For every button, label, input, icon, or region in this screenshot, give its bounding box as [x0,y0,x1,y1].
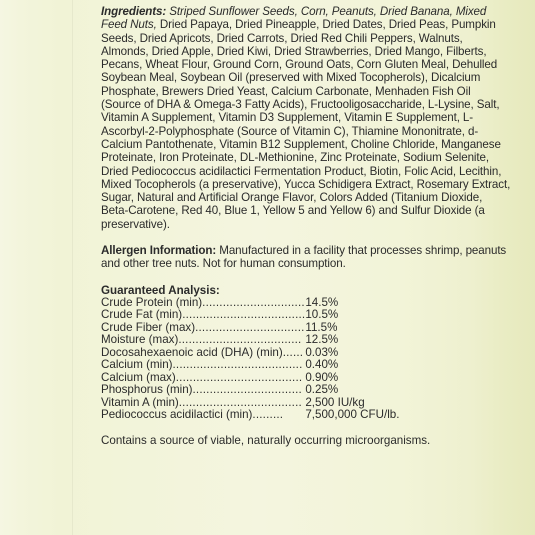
guaranteed-analysis-table [101,297,399,422]
analysis-nutrient: Phosphorus (min) [101,383,193,397]
analysis-leader-dots: ......... [252,408,284,422]
analysis-leader-dots: .................................... [178,395,302,409]
guaranteed-analysis-heading: Guaranteed Analysis: [101,283,220,297]
analysis-leader-dots: ................................ [192,383,302,397]
analysis-leader-dots: ..................................... [175,370,303,384]
analysis-row [101,409,399,422]
label-text-block [101,5,511,447]
analysis-nutrient: Calcium (min) [101,358,173,372]
analysis-nutrient: Vitamin A (min) [101,395,179,409]
analysis-leader-dots: .............................. [202,295,305,309]
analysis-nutrient: Calcium (max) [101,370,176,384]
ingredients-paragraph [101,5,511,231]
analysis-value: 0.03% [305,345,339,359]
ingredients-list-text: Dried Papaya, Dried Pineapple, Dried Dates, Dried Peas, Pumpkin Seeds, Dried Apricots, Dried Carrots, Dried Red Chili Peppers, Walnuts, Almonds, Dried Apple, Dried Kiwi, Dried Strawberries, Dried Mango, Filberts, Pecans, Wheat Flour, Ground Corn, Ground Oats, Corn Gluten Meal, Dehulled Soybean Meal, Soybean Oil (preserved with Mixed Tocopherols), Dicalcium Phosphate, Brewers Dried Yeast, Calcium Carbonate, Menhaden Fish Oil (Source of DHA & Omega-3 Fatty Acids), Fructooligosaccharide, L-Lysine, Salt, Vitamin A Supplement, Vitamin D3 Supplement, Vitamin E Supplement, L-Ascorbyl-2-Polyphosphate (Source of Vitamin C), Thiamine Mononitrate, d-Calcium Pantothenate, Vitamin B12 Supplement, Choline Chloride, Manganese Proteinate, Iron Proteinate, DL-Methionine, Zinc Proteinate, Sodium Selenite, Dried Pediococcus acidilactici Fermentation Product, Biotin, Folic Acid, Lecithin, Mixed Tocopherols (a preservative), Yucca Schidigera Extract, Rosemary Extract, Sugar, Natural and Artificial Orange Flavor, Colors Added (Titanium Dioxide, Beta-Carotene, Red 40, Blue 1, Yellow 5 and Yellow 6) and Sulfur Dioxide (a preservative). [101,18,511,231]
allergen-heading: Allergen Information: [101,244,217,258]
analysis-leader-dots: ...................................... [172,358,303,372]
analysis-leader-dots: ................................ [195,320,305,334]
analysis-value: 7,500,000 CFU/lb. [305,408,400,422]
label-edge-divider [72,0,73,535]
probiotic-statement: Contains a source of viable, naturally occurring microorganisms. [101,433,431,447]
ingredients-heading: Ingredients: [101,5,167,18]
analysis-value: 0.25% [305,383,339,397]
analysis-leader-dots: .................................... [178,333,302,347]
analysis-nutrient: Docosahexaenoic acid (DHA) (min) [101,345,283,359]
analysis-nutrient: Crude Fat (min) [101,308,183,322]
analysis-nutrient: Crude Fiber (max) [101,320,196,334]
analysis-leader-dots: ...... [282,345,304,359]
analysis-nutrient: Crude Protein (min) [101,295,203,309]
analysis-value: 0.90% [305,370,339,384]
analysis-value: 14.5% [305,295,339,309]
analysis-value: 0.40% [305,358,339,372]
ingredients-lead-text: Striped Sunflower Seeds, Corn, Peanuts, Dried Banana, Mixed Feed Nuts, [101,5,487,32]
allergen-text: Manufactured in a facility that processes shrimp, peanuts and other tree nuts. Not for human consumption. [101,244,507,271]
analysis-value: 11.5% [305,320,338,334]
allergen-paragraph [101,244,511,271]
analysis-nutrient: Pediococcus acidilactici (min) [101,408,253,422]
analysis-value: 2,500 IU/kg [305,395,365,409]
analysis-value: 10.5% [305,308,339,322]
analysis-value: 12.5% [305,333,339,347]
analysis-leader-dots: .................................... [182,308,306,322]
analysis-nutrient: Moisture (max) [101,333,179,347]
